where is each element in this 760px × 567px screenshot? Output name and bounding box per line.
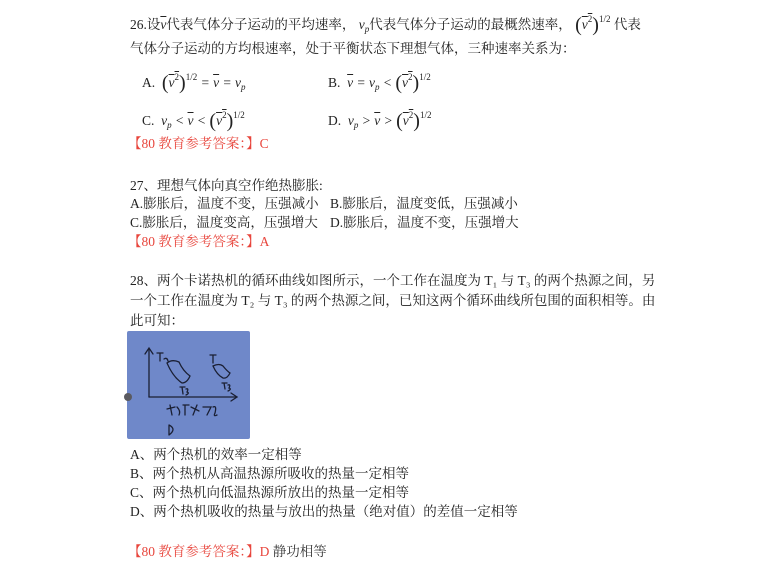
q28-option-d: D、两个热机吸收的热量与放出的热量（绝对值）的差值一定相等 (130, 504, 518, 519)
q27-option-c: C.膨胀后，温度变高，压强增大 (130, 215, 318, 230)
q26-option-c: C. $v_p < \overline{v} < (v^2)^{1/2}$ (142, 110, 245, 132)
q27-answer (128, 233, 269, 251)
v-mean-symbol: $\overline{v}$ (160, 17, 167, 32)
answer-prefix: 【80 教育参考答案：】 (128, 544, 260, 559)
q28-option-b: B、两个热机从高温热源所吸收的热量一定相等 (130, 466, 410, 481)
q27-option-a: A.膨胀后，温度不变，压强减小 (130, 196, 319, 211)
q26-text-d: 代表 (613, 17, 641, 32)
q27-title: 27、理想气体向真空作绝热膨胀: (130, 178, 323, 193)
answer-value: D (259, 544, 270, 559)
q28-line3: 此可知： (130, 313, 184, 328)
q26-text-c: 代表气体分子运动的最概然速率， (369, 17, 572, 32)
answer-note: 静功相等 (272, 544, 327, 559)
q28-line1: 28、两个卡诺热机的循环曲线如图所示，一个工作在温度为 T₁ 与 T₃ 的两个热源之间，另 (130, 273, 656, 288)
q26-line1 (130, 10, 641, 38)
q28-line2: 一个工作在温度为 T₂ 与 T₃ 的两个热源之间，已知这两个循环曲线所包围的面积相等。由 (130, 293, 656, 308)
q28-option-c: C、两个热机向低温热源所放出的热量一定相等 (130, 485, 410, 500)
answer-prefix: 【80 教育参考答案：】 (128, 136, 260, 151)
photo-nav-dot-icon[interactable] (124, 393, 132, 401)
answer-prefix: 【80 教育参考答案：】 (128, 234, 260, 249)
q27-option-d: D.膨胀后，温度不变，压强增大 (330, 215, 519, 230)
q27-option-b: B.膨胀后，温度变低，压强减小 (330, 196, 518, 211)
q28-answer (128, 543, 327, 561)
q26-answer (128, 135, 269, 153)
q26-text-b: 代表气体分子运动的平均速率， (166, 17, 356, 32)
vrms-symbol: $(v^2)^{1/2}$ (575, 14, 611, 36)
q26-option-a: A. $(v^2)^{1/2} = \overline{v} = v_p$ (142, 72, 246, 94)
answer-value: A (259, 234, 270, 249)
q26-option-b: B. $\overline{v} = v_p < (v^2)^{1/2}$ (328, 72, 431, 94)
vp-symbol: $v_p$ (358, 17, 370, 34)
answer-value: C (259, 136, 269, 151)
carnot-sketch-icon (127, 331, 250, 439)
q26-prefix: 26.设 (130, 17, 161, 32)
q26-option-d: D. $v_p > \overline{v} > (v^2)^{1/2}$ (328, 110, 432, 132)
carnot-cycle-photo (127, 331, 250, 439)
q26-line2: 气体分子运动的方均根速率，处于平衡状态下理想气体，三种速率关系为： (130, 41, 576, 56)
q28-option-a: A、两个热机的效率一定相等 (130, 447, 302, 462)
